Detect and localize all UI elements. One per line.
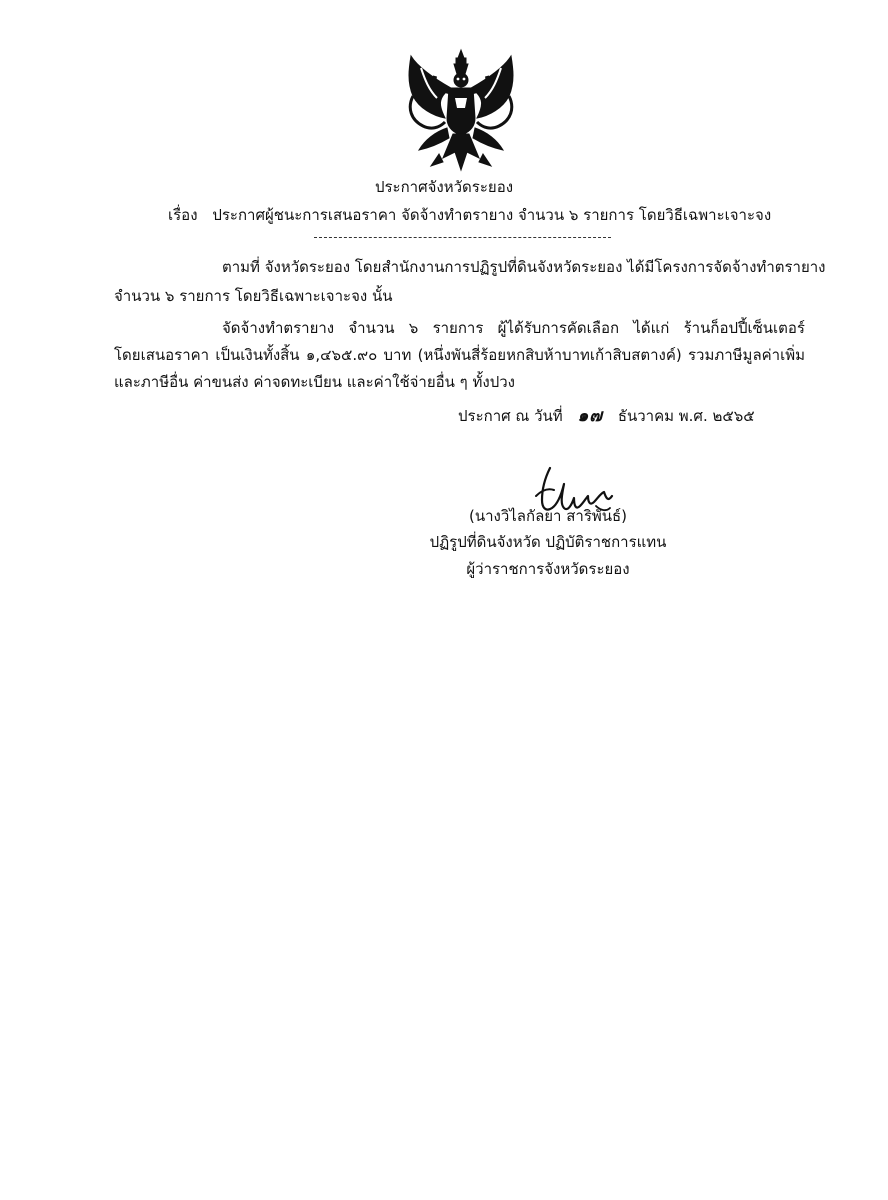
subject-label: เรื่อง [168,206,198,224]
paragraph-2-line-1: จัดจ้างทำตรายาง จำนวน ๖ รายการ ผู้ได้รับการคัดเลือก ได้แก่ ร้านก็อปปี้เซ็นเตอร์ [222,319,805,337]
paragraph-2-line-2: โดยเสนอราคา เป็นเงินทั้งสิ้น ๑,๔๖๕.๙๐ บาท (หนึ่งพันสี่ร้อยหกสิบห้าบาทเก้าสิบสตางค์) รวมภาษีมูลค่าเพิ่ม [114,346,805,364]
subject-line [168,203,771,227]
date-day: ๑๗ [577,406,604,426]
date-month-year: ธันวาคม พ.ศ. ๒๕๖๕ [617,407,755,425]
garuda-emblem [403,48,519,174]
announcement-title: ประกาศจังหวัดระยอง [374,178,514,196]
paragraph-1-line-2: จำนวน ๖ รายการ โดยวิธีเฉพาะเจาะจง นั้น [114,287,393,305]
signatory-position-1: ปฏิรูปที่ดินจังหวัด ปฏิบัติราชการแทน [429,533,667,551]
divider [314,237,611,238]
date-prefix: ประกาศ ณ วันที่ [458,407,563,425]
subject-text: ประกาศผู้ชนะการเสนอราคา จัดจ้างทำตรายาง จำนวน ๖ รายการ โดยวิธีเฉพาะเจาะจง [212,206,772,224]
date-line [458,402,755,429]
signatory-name: (นางวิไลกัลยา สาริพันธ์) [468,507,628,525]
signatory-position-2: ผู้ว่าราชการจังหวัดระยอง [466,560,630,578]
paragraph-1-line-1: ตามที่ จังหวัดระยอง โดยสำนักงานการปฏิรูปที่ดินจังหวัดระยอง ได้มีโครงการจัดจ้างทำตรายาง [222,258,826,276]
paragraph-2-line-3: และภาษีอื่น ค่าขนส่ง ค่าจดทะเบียน และค่าใช้จ่ายอื่น ๆ ทั้งปวง [114,373,515,391]
